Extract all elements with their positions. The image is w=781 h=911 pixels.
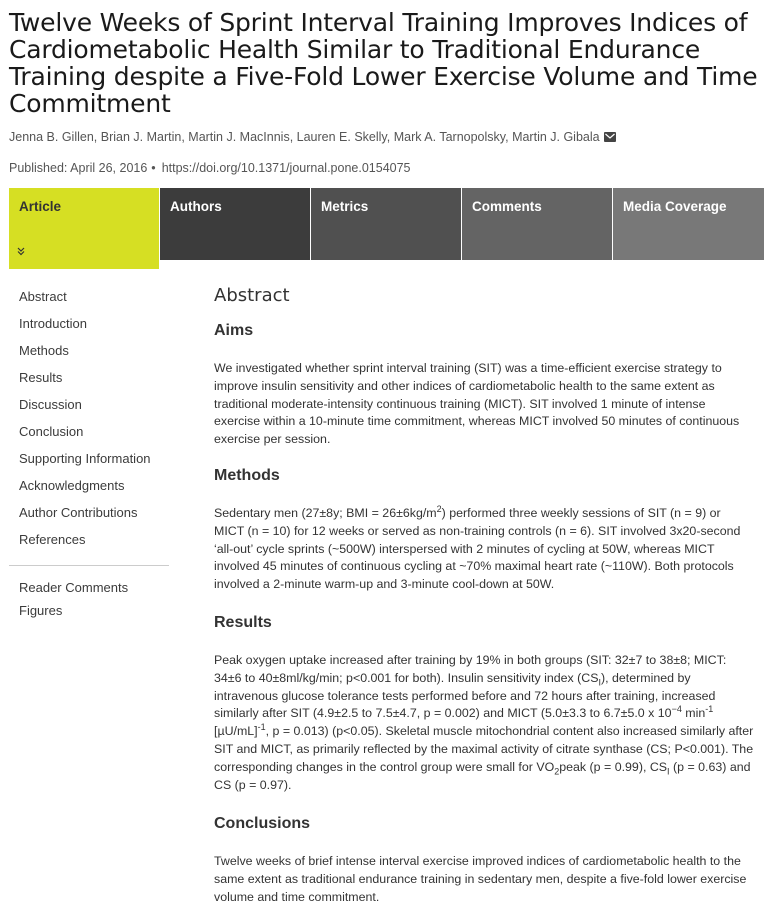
methods-text: Sedentary men (27±8y; BMI = $26\pm 6kg/m^2$) performed three weekly sessions of SIT (n = 9) or MICT (n = 10) for 12 weeks or served as non-training controls (n = 6). SIT involved 3x20-second ‘all-out’ cycle sprints (~500W) interspersed with 2 minutes of cycling at 50W, whereas MICT involved 45 minutes of continuous cycling at ~70% maximal heart rate (~110W). Both protocols involved a 2-minute warm-up and 3-minute cool-down at 50W. [214, 503, 741, 592]
tab-media-label: Media Coverage [623, 199, 727, 214]
tab-metrics[interactable] [311, 188, 461, 260]
tab-authors[interactable] [160, 188, 310, 260]
abstract-heading: Abstract [214, 285, 290, 306]
nav-discussion[interactable]: Discussion [19, 397, 82, 412]
tab-article-label: Article [19, 199, 62, 214]
nav-methods[interactable]: Methods [19, 343, 69, 358]
doi-link[interactable]: https://doi.org/10.1371/journal.pone.0154075 [161, 161, 411, 175]
results-text: Peak oxygen uptake increased after training by 19% in both groups (SIT: 32±7 to 38±8; MICT: 34±6 to 40±8ml/kg/min; p<0.001 for both). Insulin sensitivity index $(CS_I)$, determined by intravenous glucose tolerance tests performed before and 72 hours after training, increased similarly after SIT (4.9±2.5 to 7.5±4.7, p = 0.002) and MICT (5.0±3.3 to 6.7±5.0 x $10^{-4}$ $\min^{-1} [\mu U/mL]^{-1}$, p = 0.013) (p<0.05). Skeletal muscle mitochondrial content also increased similarly after SIT and MICT, as primarily reflected by the maximal activity of citrate synthase (CS; P<0.001). The corresponding changes in the control group were small for $VO_2peak$ (p = 0.99), $CS_I$ (p = 0.63) and CS (p = 0.97). [214, 652, 754, 792]
tab-metrics-label: Metrics [321, 199, 369, 214]
aims-heading: Aims [214, 322, 254, 339]
nav-acknowledgments[interactable]: Acknowledgments [19, 478, 125, 493]
nav-conclusion[interactable]: Conclusion [19, 424, 84, 439]
nav-introduction[interactable]: Introduction [19, 316, 87, 331]
methods-heading: Methods [214, 466, 280, 484]
tab-comments-label: Comments [472, 199, 542, 214]
separator-dot: • [151, 161, 156, 175]
results-heading: Results [214, 613, 272, 631]
author-name[interactable]: Jenna B. Gillen, [9, 130, 101, 144]
tab-comments[interactable] [462, 188, 612, 260]
author-name[interactable]: Mark A. Tarnopolsky, [393, 130, 513, 144]
published-date: Published: April 26, 2016 [9, 161, 148, 175]
article-title: Twelve Weeks of Sprint Interval Training Improves Indices of Cardiometabolic Health Similar to Traditional Endurance Training despite a Five-Fold Lower Exercise Volume and Time Commitment [9, 8, 758, 118]
nav-reader-comments[interactable]: Reader Comments [19, 580, 129, 595]
nav-figures[interactable]: Figures [19, 603, 63, 618]
nav-abstract[interactable]: Abstract [19, 289, 67, 304]
author-name[interactable]: Lauren E. Skelly, [296, 130, 394, 144]
tab-media-coverage[interactable] [613, 188, 764, 260]
tab-authors-label: Authors [170, 199, 222, 214]
email-icon[interactable] [604, 132, 616, 142]
chevron-down-icon [16, 246, 26, 259]
nav-results[interactable]: Results [19, 370, 63, 385]
author-name[interactable]: Martin J. MacInnis, [188, 130, 297, 144]
author-name[interactable]: Brian J. Martin, [100, 130, 189, 144]
article-tabs [9, 188, 764, 260]
nav-divider [9, 565, 169, 566]
nav-supporting-information[interactable]: Supporting Information [19, 451, 151, 466]
author-list [9, 130, 616, 144]
section-nav [9, 285, 169, 622]
nav-author-contributions[interactable]: Author Contributions [19, 505, 138, 520]
abstract-section [214, 283, 754, 907]
nav-references[interactable]: References [19, 532, 86, 547]
tab-article[interactable] [9, 188, 159, 269]
author-name[interactable]: Martin J. Gibala [512, 130, 600, 144]
conclusions-heading: Conclusions [214, 815, 311, 833]
publication-info [9, 161, 411, 175]
aims-text: We investigated whether sprint interval training (SIT) was a time-efficient exercise strategy to improve insulin sensitivity and other indices of cardiometabolic health to the same extent as traditional moderate-intensity continuous training (MICT). SIT involved 1 minute of intense exercise within a 10-minute time commitment, whereas MICT involved 50 minutes of continuous exercise per session. [214, 361, 740, 447]
conclusions-text: Twelve weeks of brief intense interval exercise improved indices of cardiometabolic health to the same extent as traditional endurance training in sedentary men, despite a five-fold lower exercise volume and time commitment. [214, 854, 747, 904]
